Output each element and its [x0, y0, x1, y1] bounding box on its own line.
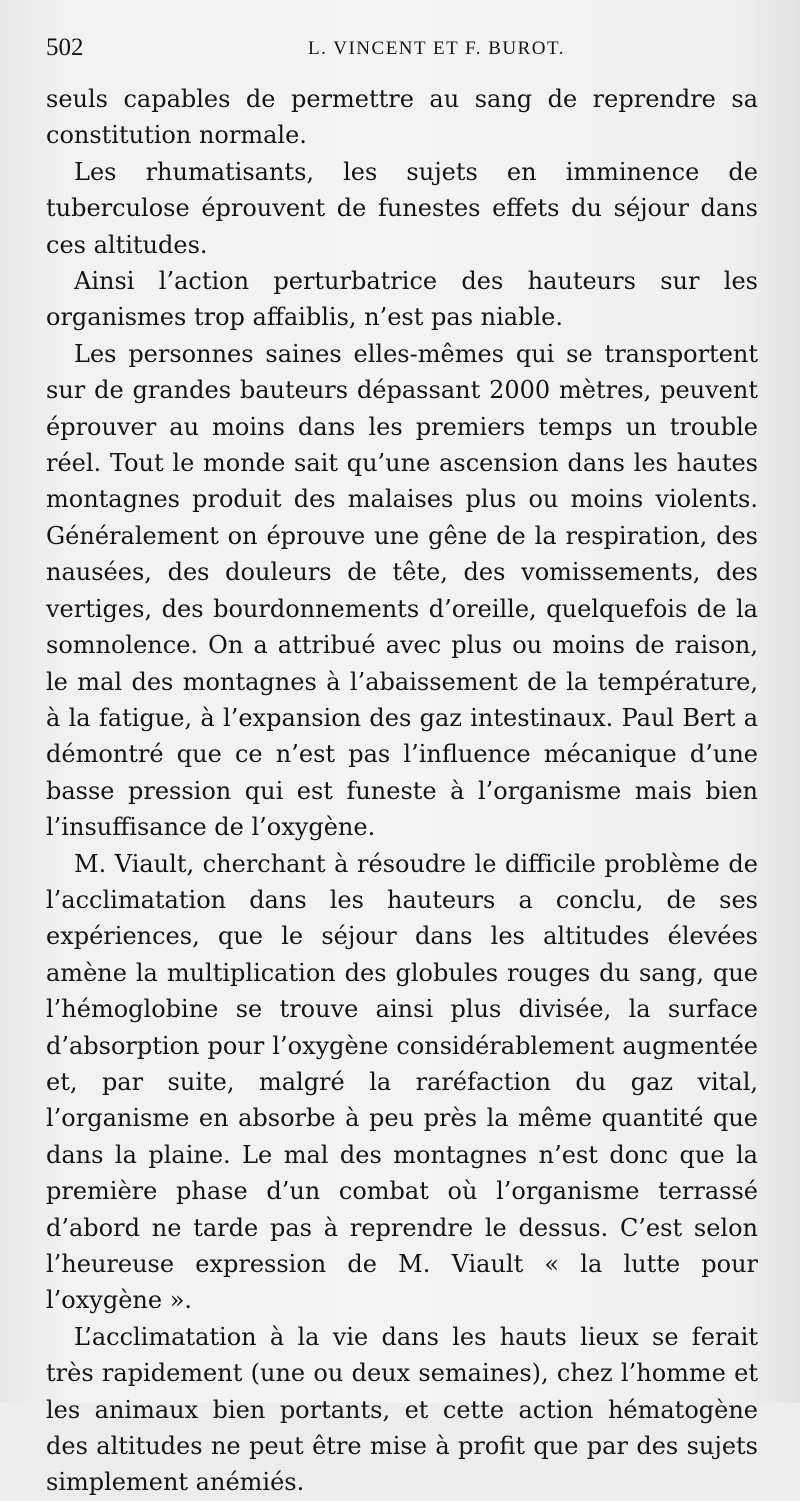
paragraph-action-perturbatrice: Ainsi l’action perturbatrice des hauteurs sur les organismes trop affaiblis, n’est pas niable.: [46, 267, 758, 332]
body-text: [46, 81, 758, 1501]
page-number: 502: [46, 34, 84, 61]
paragraph-continuation: seuls capables de permettre au sang de reprendre sa constitution normale.: [46, 85, 758, 150]
paragraph-acclimatation: L’acclimatation à la vie dans les hauts lieux se ferait très rapidement (une ou deux semaines), chez l’homme et les animaux bien portants, et cette action hématogène des altitudes ne peut être mise à profit que par des sujets simplement anémiés.: [46, 1322, 758, 1497]
paragraph-viault: M. Viault, cherchant à résoudre le difficile problème de l’acclimatation dans les hauteurs a conclu, de ses expériences, que le séjour dans les altitudes élevées amène la multiplication des globules rouges du sang, que l’hémoglobine se trouve ainsi plus divisée, la surface d’absorption pour l’oxygène considérablement augmentée et, par suite, malgré la raréfaction du gaz vital, l’organisme en absorbe à peu près la même quantité que dans la plaine. Le mal des montagnes n’est donc que la première phase d’un combat où l’organisme terrassé d’abord ne tarde pas à reprendre le dessus. C’est selon l’heureuse expression de M. Viault « la lutte pour l’oxygène ».: [46, 849, 758, 1315]
paragraph-rhumatisants: Les rhumatisants, les sujets en imminence de tuberculose éprouvent de funestes effets du séjour dans ces altitudes.: [46, 157, 758, 259]
running-head: L. VINCENT ET F. BUROT.: [308, 38, 565, 59]
paragraph-personnes-saines: Les personnes saines elles-mêmes qui se transportent sur de grandes bauteurs dépassant 2000 mètres, peuvent éprouver au moins dans les premiers temps un trouble réel. Tout le monde sait qu’une ascension dans les hautes montagnes produit des malaises plus ou moins violents. Généralement on éprouve une gêne de la respiration, des nausées, des douleurs de tête, des vomissements, des vertiges, des bourdonnements d’oreille, quelquefois de la somnolence. On a attribué avec plus ou moins de raison, le mal des montagnes à l’abaissement de la température, à la fatigue, à l’expansion des gaz intestinaux. Paul Bert a démontré que ce n’est pas l’influence mécanique d’une basse pression qui est funeste à l’organisme mais bien l’insuffisance de l’oxygène.: [46, 339, 758, 842]
page-header: [46, 34, 760, 74]
